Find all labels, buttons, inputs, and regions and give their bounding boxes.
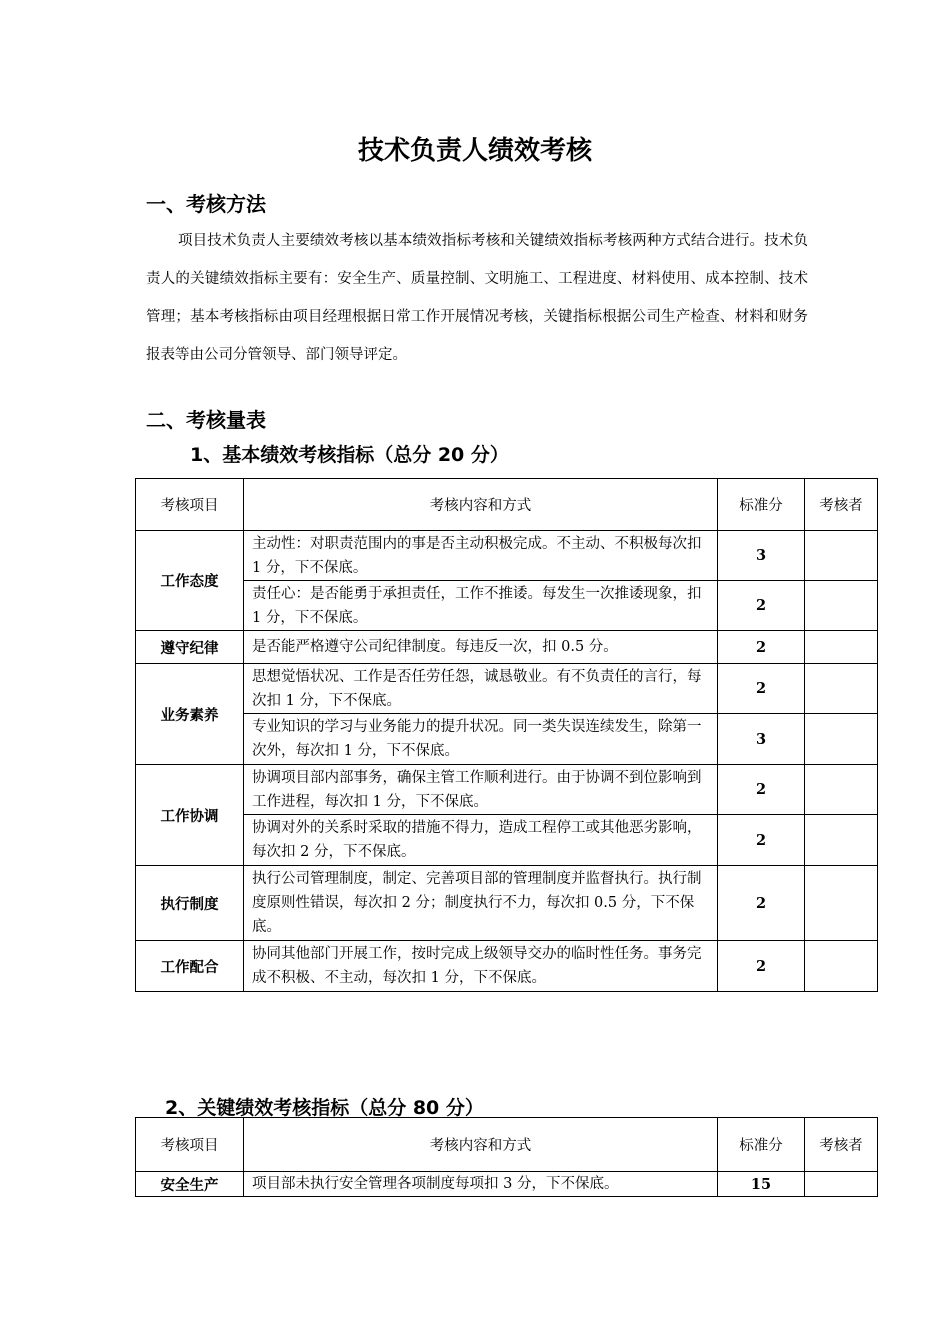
header-rater: 考核者 xyxy=(805,479,878,531)
content-cell: 协同其他部门开展工作，按时完成上级领导交办的临时性任务。事务完成不积极、不主动，每次扣 1 分，下不保底。 xyxy=(244,941,718,992)
rater-cell[interactable] xyxy=(805,1172,878,1197)
table-row xyxy=(136,765,878,815)
rater-cell[interactable] xyxy=(805,631,878,664)
header-score: 标准分 xyxy=(718,1118,805,1172)
rater-cell[interactable] xyxy=(805,866,878,941)
section-heading-method: 一、考核方法 xyxy=(146,192,266,216)
content-cell: 协调对外的关系时采取的措施不得力，造成工程停工或其他恶劣影响，每次扣 2 分，下不保底。 xyxy=(244,815,718,866)
rater-cell[interactable] xyxy=(805,714,878,765)
rater-cell[interactable] xyxy=(805,765,878,815)
rater-cell[interactable] xyxy=(805,941,878,992)
rater-cell[interactable] xyxy=(805,531,878,581)
score-cell: 2 xyxy=(718,765,805,815)
score-cell: 2 xyxy=(718,664,805,714)
basic-indicators-table xyxy=(135,478,878,992)
category-cell: 安全生产 xyxy=(136,1172,244,1197)
content-cell: 执行公司管理制度，制定、完善项目部的管理制度并监督执行。执行制度原则性错误，每次扣 2 分；制度执行不力，每次扣 0.5 分，下不保底。 xyxy=(244,866,718,941)
score-cell: 3 xyxy=(718,714,805,765)
header-item: 考核项目 xyxy=(136,479,244,531)
category-cell: 执行制度 xyxy=(136,866,244,941)
header-content: 考核内容和方式 xyxy=(244,479,718,531)
category-cell: 遵守纪律 xyxy=(136,631,244,664)
key-indicators-table xyxy=(135,1117,878,1197)
table-header-row xyxy=(136,1118,878,1172)
score-cell: 2 xyxy=(718,941,805,992)
key-indicators-heading: 2、关键绩效考核指标（总分 80 分） xyxy=(165,1097,484,1119)
table-header-row xyxy=(136,479,878,531)
category-cell: 工作态度 xyxy=(136,531,244,631)
header-content: 考核内容和方式 xyxy=(244,1118,718,1172)
table-row xyxy=(136,664,878,714)
section-heading-scale: 二、考核量表 xyxy=(146,408,266,432)
score-cell: 2 xyxy=(718,815,805,866)
table-row xyxy=(136,581,878,631)
category-cell: 工作配合 xyxy=(136,941,244,992)
score-cell: 15 xyxy=(718,1172,805,1197)
category-cell: 业务素养 xyxy=(136,664,244,765)
table-row xyxy=(136,941,878,992)
page-title: 技术负责人绩效考核 xyxy=(357,136,592,166)
rater-cell[interactable] xyxy=(805,664,878,714)
rater-cell[interactable] xyxy=(805,581,878,631)
content-cell: 思想觉悟状况、工作是否任劳任怨，诚恳敬业。有不负责任的言行，每次扣 1 分，下不保底。 xyxy=(244,664,718,714)
table-row xyxy=(136,866,878,941)
header-item: 考核项目 xyxy=(136,1118,244,1172)
header-score: 标准分 xyxy=(718,479,805,531)
header-rater: 考核者 xyxy=(805,1118,878,1172)
content-cell: 协调项目部内部事务，确保主管工作顺利进行。由于协调不到位影响到工作进程，每次扣 1 分，下不保底。 xyxy=(244,765,718,815)
content-cell: 责任心：是否能勇于承担责任，工作不推诿。每发生一次推诿现象，扣 1 分，下不保底。 xyxy=(244,581,718,631)
score-cell: 2 xyxy=(718,866,805,941)
table-row xyxy=(136,714,878,765)
content-cell: 项目部未执行安全管理各项制度每项扣 3 分，下不保底。 xyxy=(244,1172,718,1197)
score-cell: 2 xyxy=(718,631,805,664)
content-cell: 主动性：对职责范围内的事是否主动积极完成。不主动、不积极每次扣 1 分，下不保底。 xyxy=(244,531,718,581)
table-row xyxy=(136,531,878,581)
rater-cell[interactable] xyxy=(805,815,878,866)
content-cell: 专业知识的学习与业务能力的提升状况。同一类失误连续发生，除第一次外，每次扣 1 分，下不保底。 xyxy=(244,714,718,765)
table-row xyxy=(136,631,878,664)
method-paragraph: 项目技术负责人主要绩效考核以基本绩效指标考核和关键绩效指标考核两种方式结合进行。技术负责人的关键绩效指标主要有：安全生产、质量控制、文明施工、工程进度、材料使用、成本控制、技术管理；基本考核指标由项目经理根据日常工作开展情况考核，关键指标根据公司生产检查、材料和财务报表等由公司分管领导、部门领导评定。 xyxy=(146,233,808,363)
content-cell: 是否能严格遵守公司纪律制度。每违反一次，扣 0.5 分。 xyxy=(244,631,718,664)
table-row xyxy=(136,815,878,866)
basic-indicators-heading: 1、基本绩效考核指标（总分 20 分） xyxy=(190,444,509,466)
category-cell: 工作协调 xyxy=(136,765,244,866)
score-cell: 3 xyxy=(718,531,805,581)
score-cell: 2 xyxy=(718,581,805,631)
table-row xyxy=(136,1172,878,1197)
